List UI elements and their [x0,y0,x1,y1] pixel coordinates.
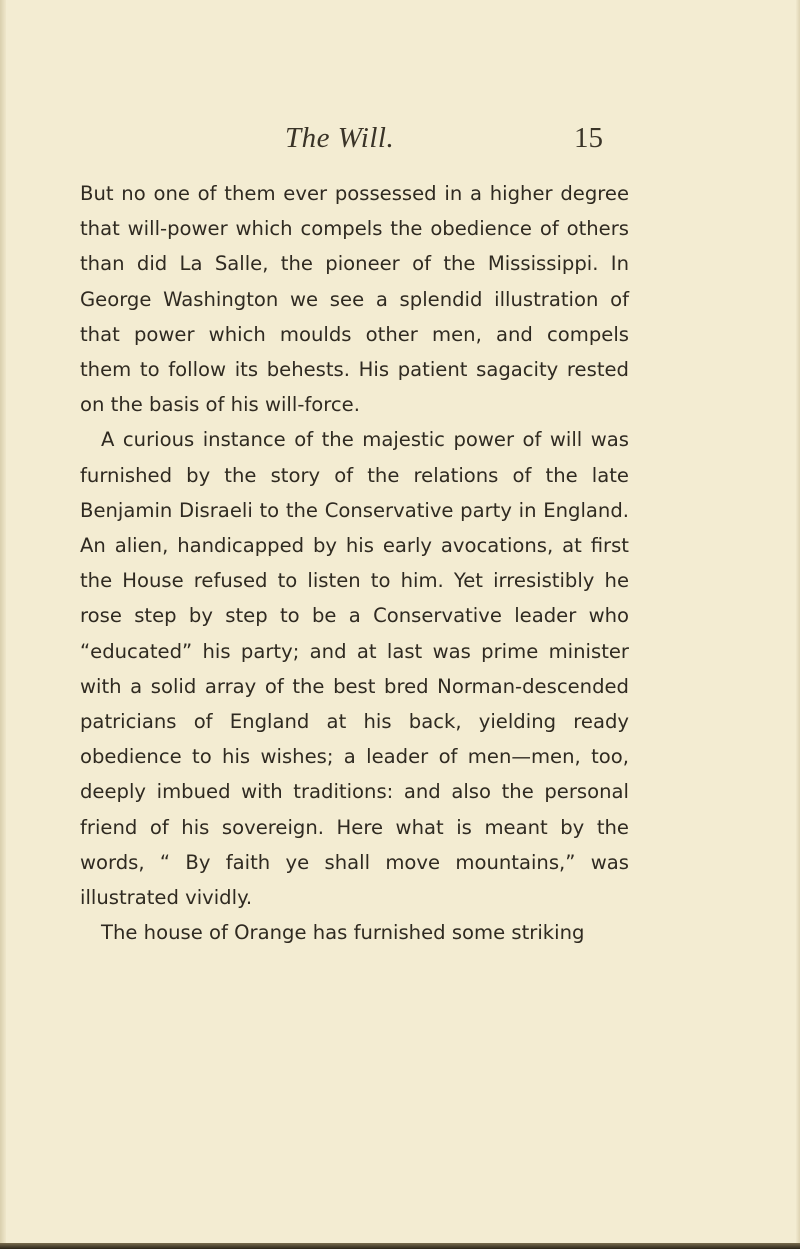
paragraph: But no one of them ever possessed in a higher degree that will-power which compels the obedience of others than did La Salle, the pioneer of the Mississippi. In George Washington we see a splendid illustration of that power which moulds other men, and compels them to follow its behests. His patient sagacity rested on the basis of his will-force. [80,182,629,417]
paragraph: The house of Orange has furnished some striking [101,921,585,945]
page-bottom-edge [0,1243,800,1249]
running-title: The Will. [285,122,395,154]
paragraph: A curious instance of the majestic power of will was furnished by the story of the relations of the late Benjamin Disraeli to the Conservative party in England. An alien, handicapped by his early avocations, at first the House refused to listen to him. Yet irresistibly he rose step by step to be a Conservative leader who “educated” his party; and at last was prime minister with a solid array of the best bred Norman-descended patricians of England at his back, yielding ready obedience to his wishes; a leader of men—men, too, deeply imbued with traditions: and also the personal friend of his sovereign. Here what is meant by the words, “ By faith ye shall move mountains,” was illustrated vividly. [80,428,629,910]
page-right-edge [796,0,800,1249]
page-header [0,122,800,162]
body-text [80,176,629,950]
page-number: 15 [574,122,603,154]
page-left-edge [0,0,6,1249]
